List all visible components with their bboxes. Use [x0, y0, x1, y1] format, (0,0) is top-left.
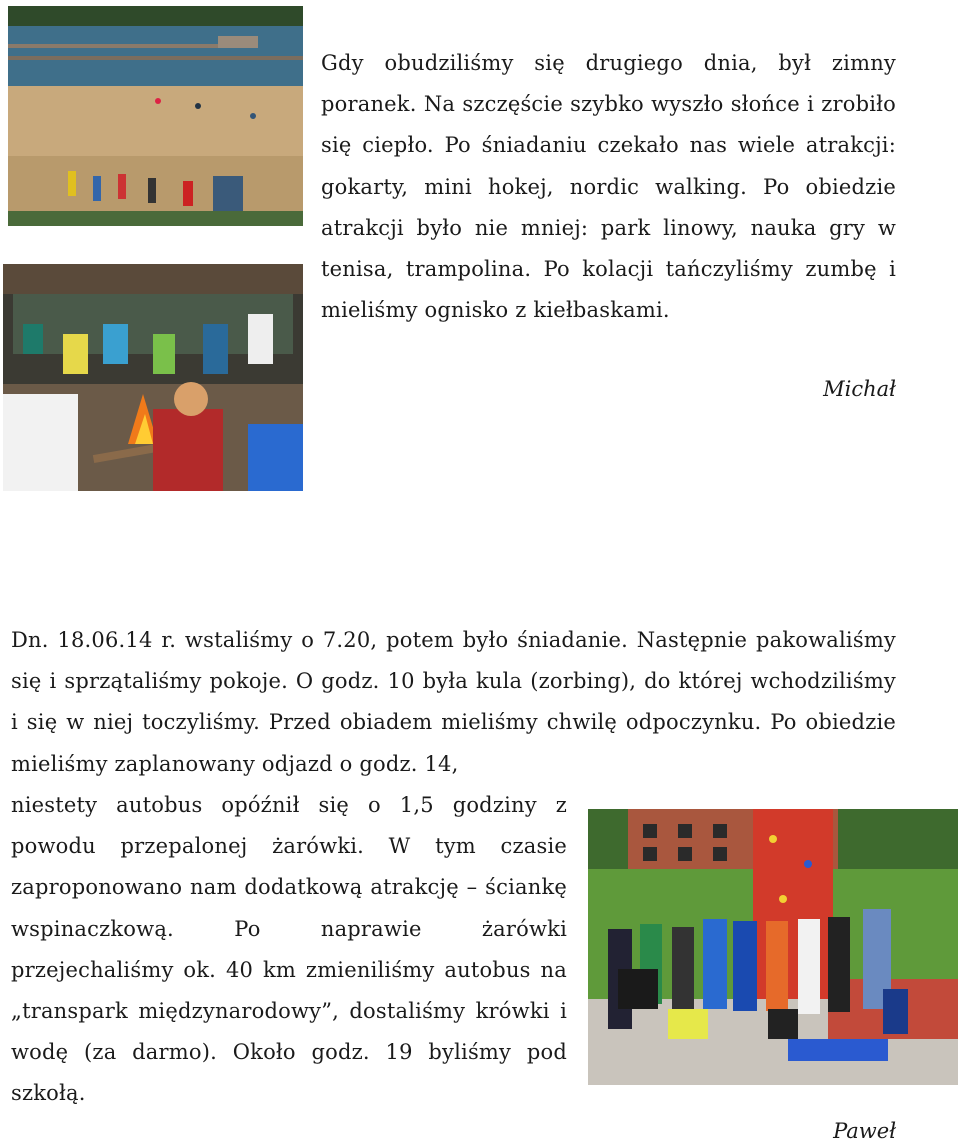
author-signature-michal: Michał	[823, 377, 896, 401]
photo-campfire	[3, 264, 303, 491]
paragraph-day3-top: Dn. 18.06.14 r. wstaliśmy o 7.20, potem było śniadanie. Następnie pakowaliśmy się i sprzątaliśmy pokoje. O godz. 10 była kula (zorbing), do której wchodziliśmy i się w niej toczyliśmy. Przed obiadem mieliśmy chwilę odpoczynku. Po obiedzie mieliśmy zaplanowany odjazd o godz. 14,	[11, 628, 896, 776]
photo-climbing-wall-group	[588, 809, 958, 1085]
photo-lake-beach	[8, 6, 303, 226]
author-signature-pawel: Paweł	[833, 1119, 896, 1143]
paragraph-day3-bottom: niestety autobus opóźnił się o 1,5 godziny z powodu przepalonej żarówki. W tym czasie zaproponowano nam dodatkową atrakcję – ściankę wspinaczkową. Po naprawie żarówki przejechaliśmy ok. 40 km zmieniliśmy autobus na „transpark międzynarodowy”, dostaliśmy krówki i wodę (za darmo). Około godz. 19 byliśmy pod szkołą.	[11, 793, 567, 1106]
paragraph-day2: Gdy obudziliśmy się drugiego dnia, był zimny poranek. Na szczęście szybko wyszło słońce i zrobiło się ciepło. Po śniadaniu czekało nas wiele atrakcji: gokarty, mini hokej, nordic walking. Po obiedzie atrakcji było nie mniej: park linowy, nauka gry w tenisa, trampolina. Po kolacji tańczyliśmy zumbę i mieliśmy ognisko z kiełbaskami.	[321, 51, 896, 323]
